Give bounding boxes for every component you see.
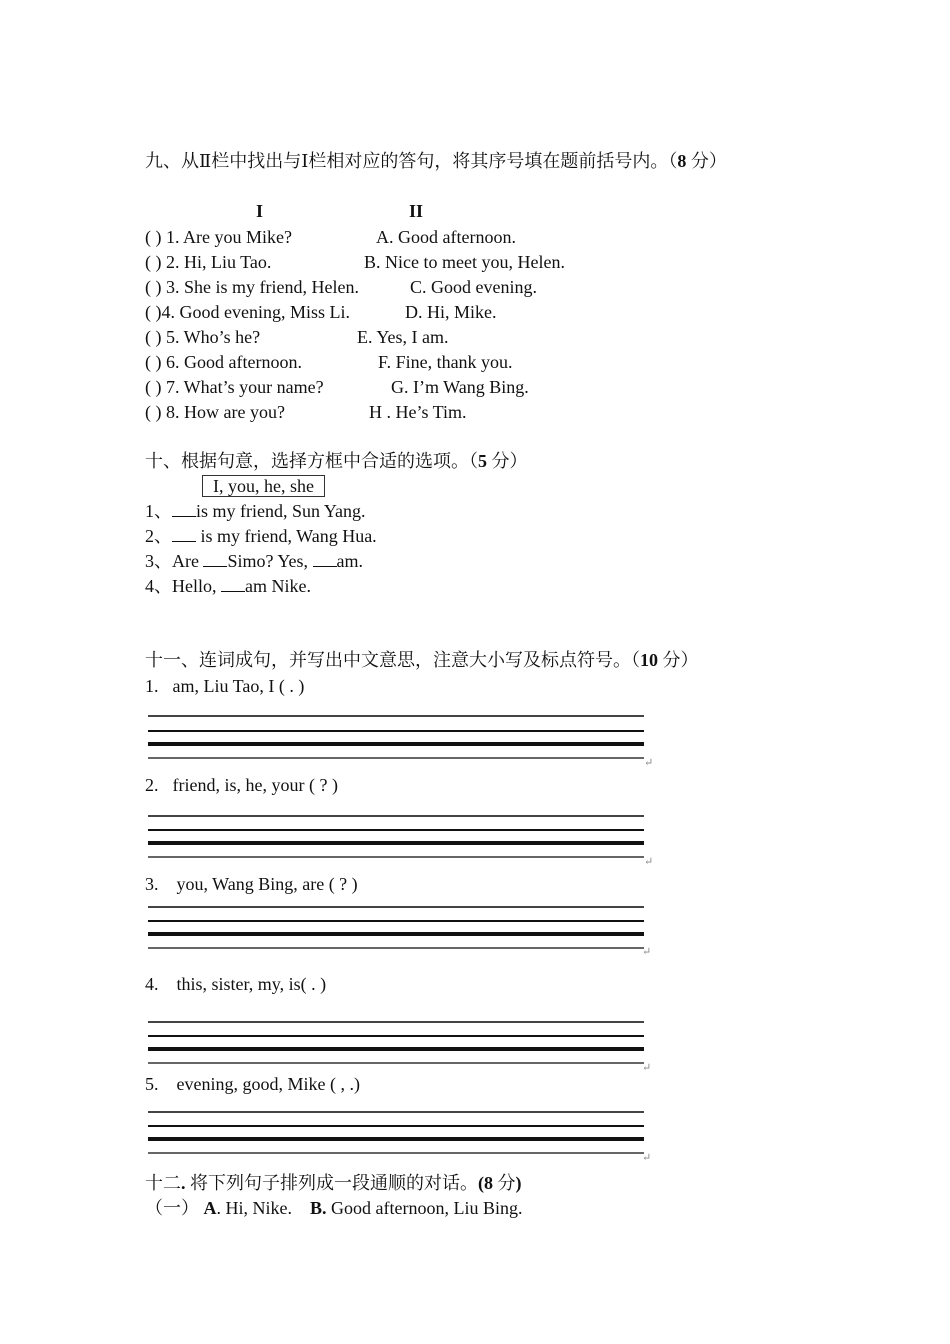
match-answer: C. Good evening. (410, 277, 537, 297)
match-question: ( )4. Good evening, Miss Li. (145, 302, 350, 322)
answer-blank[interactable] (313, 550, 337, 567)
fill-item: 2、 is my friend, Wang Hua. (145, 526, 377, 546)
writing-lines[interactable] (148, 715, 644, 763)
match-answer: E. Yes, I am. (357, 327, 449, 347)
sentence-item: 4. this, sister, my, is( . ) (145, 974, 327, 994)
return-mark: ↵ (644, 757, 654, 769)
word-bank-box: I, you, he, she (202, 475, 325, 497)
writing-lines[interactable] (148, 1111, 644, 1159)
match-question: ( ) 8. How are you? (145, 402, 285, 422)
answer-blank[interactable] (172, 525, 196, 542)
match-question: ( ) 5. Who’s he? (145, 327, 261, 347)
match-question: ( ) 2. Hi, Liu Tao. (145, 252, 272, 272)
match-answer: G. I’m Wang Bing. (391, 377, 529, 397)
sentence-item: 5. evening, good, Mike ( , .) (145, 1074, 360, 1094)
return-mark: ↵ (642, 1152, 652, 1164)
match-question: ( ) 7. What’s your name? (145, 377, 324, 397)
sentence-item: 1. am, Liu Tao, I ( . ) (145, 676, 305, 696)
match-question: ( ) 3. She is my friend, Helen. (145, 277, 359, 297)
fill-item: 3、Are Simo? Yes, am. (145, 551, 364, 571)
return-mark: ↵ (642, 946, 652, 958)
answer-blank[interactable] (172, 500, 196, 517)
return-mark: ↵ (642, 1062, 652, 1074)
answer-blank[interactable] (221, 575, 245, 592)
section9-title: 九、从Ⅱ栏中找出与Ⅰ栏相对应的答句，将其序号填在题前括号内。（8 分） (145, 151, 727, 171)
match-answer: H . He’s Tim. (369, 402, 467, 422)
section12-title: 十二. 将下列句子排列成一段通顺的对话。(8 分) (145, 1173, 522, 1193)
fill-item: 1、 is my friend, Sun Yang. (145, 501, 366, 521)
fill-item: 4、Hello, am Nike. (145, 576, 311, 596)
match-answer: A. Good afternoon. (376, 227, 516, 247)
column-i-header: I (256, 201, 264, 221)
section11-title: 十一、连词成句，并写出中文意思，注意大小写及标点符号。（10 分） (145, 650, 699, 670)
dialogue-options: （一） A. Hi, Nike. B. Good afternoon, Liu Bing. (145, 1198, 523, 1218)
match-answer: F. Fine, thank you. (378, 352, 513, 372)
answer-blank[interactable] (203, 550, 227, 567)
sentence-item: 2. friend, is, he, your ( ? ) (145, 775, 338, 795)
writing-lines[interactable] (148, 815, 644, 863)
writing-lines[interactable] (148, 906, 644, 954)
match-answer: D. Hi, Mike. (405, 302, 497, 322)
writing-lines[interactable] (148, 1021, 644, 1069)
return-mark: ↵ (644, 856, 654, 868)
match-answer: B. Nice to meet you, Helen. (364, 252, 565, 272)
column-ii-header: II (409, 201, 424, 221)
match-question: ( ) 1. Are you Mike? (145, 227, 292, 247)
match-question: ( ) 6. Good afternoon. (145, 352, 302, 372)
sentence-item: 3. you, Wang Bing, are ( ? ) (145, 874, 358, 894)
section10-title: 十、根据句意，选择方框中合适的选项。（5 分） (145, 451, 528, 471)
